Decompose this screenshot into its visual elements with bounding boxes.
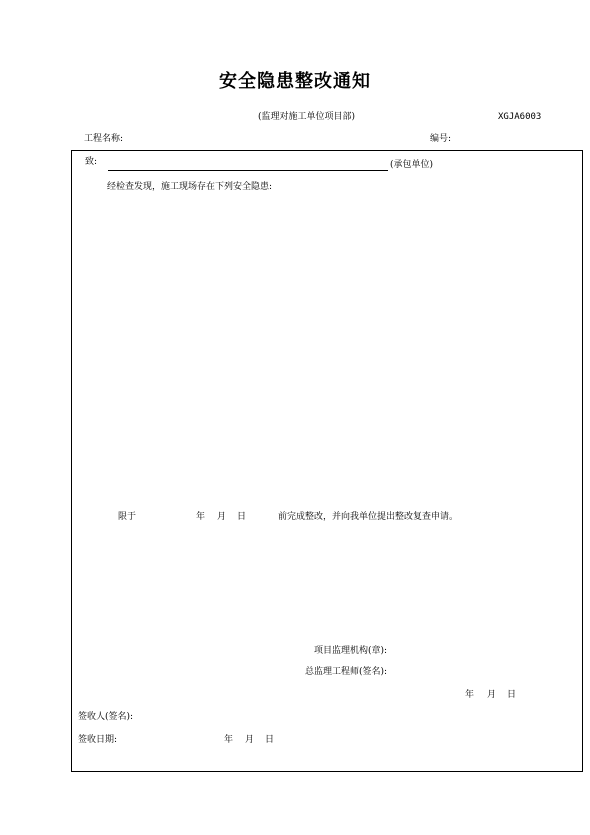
contractor-label: (承包单位) bbox=[390, 160, 434, 170]
project-name-label: 工程名称: bbox=[84, 134, 124, 144]
deadline-month-label: 月 bbox=[217, 512, 227, 522]
notice-form-box bbox=[71, 150, 583, 772]
hazard-description-text: 经检查发现，施工现场存在下列安全隐患: bbox=[107, 182, 273, 192]
receipt-date-label: 签收日期: bbox=[78, 735, 118, 745]
chief-engineer-signature-label: 总监理工程师(签名): bbox=[305, 667, 388, 677]
deadline-day-label: 日 bbox=[237, 512, 247, 522]
page-subtitle: (监理对施工单位项目部) bbox=[258, 112, 356, 122]
recipient-label: 致: bbox=[85, 157, 98, 167]
supervision-org-seal-label: 项目监理机构(章): bbox=[314, 646, 388, 656]
form-code: XGJA6003 bbox=[498, 112, 542, 122]
receipt-day-label: 日 bbox=[265, 735, 275, 745]
signature-day-label: 日 bbox=[507, 690, 517, 700]
receipt-year-label: 年 bbox=[224, 735, 234, 745]
receipt-month-label: 月 bbox=[245, 735, 255, 745]
receiver-signature-label: 签收人(签名): bbox=[78, 712, 134, 722]
signature-year-label: 年 bbox=[465, 690, 475, 700]
deadline-prefix: 限于 bbox=[118, 512, 137, 522]
signature-month-label: 月 bbox=[487, 690, 497, 700]
serial-number-label: 编号: bbox=[430, 134, 452, 144]
recipient-input-line[interactable] bbox=[108, 170, 388, 171]
deadline-suffix: 前完成整改，并向我单位提出整改复查申请。 bbox=[278, 512, 459, 522]
deadline-year-label: 年 bbox=[196, 512, 206, 522]
page-title: 安全隐患整改通知 bbox=[219, 71, 371, 92]
